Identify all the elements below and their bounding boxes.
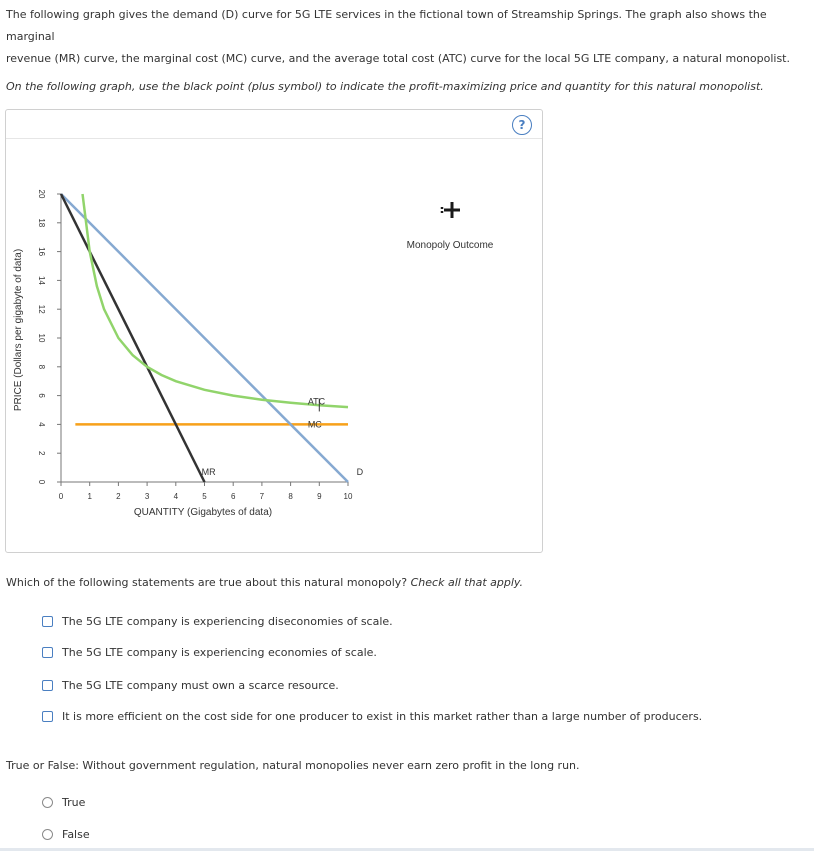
page-bottom-divider	[0, 848, 814, 851]
q3-question: True or False: Without government regulation, natural monopolies never earn zero profit in the long run.	[6, 759, 580, 772]
checkbox-icon[interactable]	[42, 616, 53, 627]
checkbox-icon[interactable]	[42, 647, 53, 658]
q2-option-label: The 5G LTE company is experiencing diseconomies of scale.	[62, 615, 393, 628]
y-tick-label-10: 10	[37, 333, 46, 343]
x-tick-label-5: 5	[202, 492, 207, 501]
atc-label: ATC	[307, 396, 326, 407]
demand-label: D	[356, 466, 364, 477]
y-tick-label-6: 6	[37, 393, 46, 398]
atc-curve	[83, 194, 348, 407]
y-tick-label-12: 12	[37, 304, 46, 314]
x-tick-label-9: 9	[317, 492, 322, 501]
x-tick-label-10: 10	[343, 492, 353, 501]
mr-label: MR	[201, 466, 216, 477]
y-tick-label-20: 20	[37, 189, 46, 199]
y-tick-label-8: 8	[37, 364, 46, 370]
label-layer	[202, 397, 364, 477]
x-tick-label-3: 3	[144, 492, 150, 501]
monopoly-outcome-label: Monopoly Outcome	[406, 240, 494, 251]
y-tick-label-2: 2	[37, 450, 46, 456]
q2-option-2[interactable]	[42, 646, 377, 659]
help-icon[interactable]: ?	[512, 115, 532, 135]
demand-curve	[61, 194, 348, 482]
axis-layer	[37, 190, 353, 501]
x-tick-label-1: 1	[87, 492, 92, 501]
checkbox-icon[interactable]	[42, 711, 53, 722]
monopoly-graph	[6, 110, 542, 552]
mr-curve	[61, 194, 205, 482]
y-tick-label-16: 16	[37, 247, 46, 257]
graph-panel	[5, 109, 543, 553]
intro-line-1: The following graph gives the demand (D) curve for 5G LTE services in the fictional town of Streamship Springs. The graph also shows the marginal	[6, 8, 767, 43]
q2-question	[6, 576, 523, 589]
intro-text	[6, 4, 812, 70]
q3-option-label: False	[62, 828, 90, 841]
y-tick-label-14: 14	[37, 275, 46, 285]
q2-option-3[interactable]	[42, 679, 339, 692]
q3-option-false[interactable]	[42, 828, 90, 841]
x-tick-label-8: 8	[288, 492, 293, 501]
x-tick-label-4: 4	[173, 492, 179, 501]
q2-option-1[interactable]	[42, 615, 393, 628]
y-axis-title: PRICE (Dollars per gigabyte of data)	[13, 248, 24, 412]
x-axis-title: QUANTITY (Gigabytes of data)	[133, 507, 273, 518]
q3-option-label: True	[62, 796, 86, 809]
y-tick-label-4: 4	[37, 422, 46, 427]
y-tick-label-0: 0	[37, 479, 46, 485]
q2-prompt: Which of the following statements are true about this natural monopoly?	[6, 576, 408, 589]
graph-instruction: On the following graph, use the black point (plus symbol) to indicate the profit-maximizing price and quantity for this natural monopolist.	[6, 80, 764, 93]
x-tick-label-2: 2	[116, 492, 121, 501]
x-tick-label-6: 6	[230, 492, 236, 501]
radio-icon[interactable]	[42, 797, 53, 808]
radio-icon[interactable]	[42, 829, 53, 840]
x-tick-label-7: 7	[259, 492, 265, 501]
monopoly-outcome-marker[interactable]	[442, 202, 460, 218]
y-tick-label-18: 18	[37, 218, 46, 228]
q2-option-label: It is more efficient on the cost side for one producer to exist in this market rather than a large number of producers.	[62, 710, 703, 723]
q2-option-4[interactable]	[42, 710, 702, 723]
q3-option-true[interactable]	[42, 796, 85, 809]
curve-layer	[61, 194, 348, 482]
checkbox-icon[interactable]	[42, 680, 53, 691]
q2-hint: Check all that apply.	[410, 576, 524, 589]
q2-option-label: The 5G LTE company must own a scarce resource.	[62, 679, 339, 692]
mc-label: MC	[307, 419, 322, 430]
x-tick-label-0: 0	[58, 492, 64, 501]
q2-option-label: The 5G LTE company is experiencing economies of scale.	[62, 646, 377, 659]
intro-line-2: revenue (MR) curve, the marginal cost (MC) curve, and the average total cost (ATC) curve for the local 5G LTE company, a natural monopolist.	[6, 52, 790, 65]
